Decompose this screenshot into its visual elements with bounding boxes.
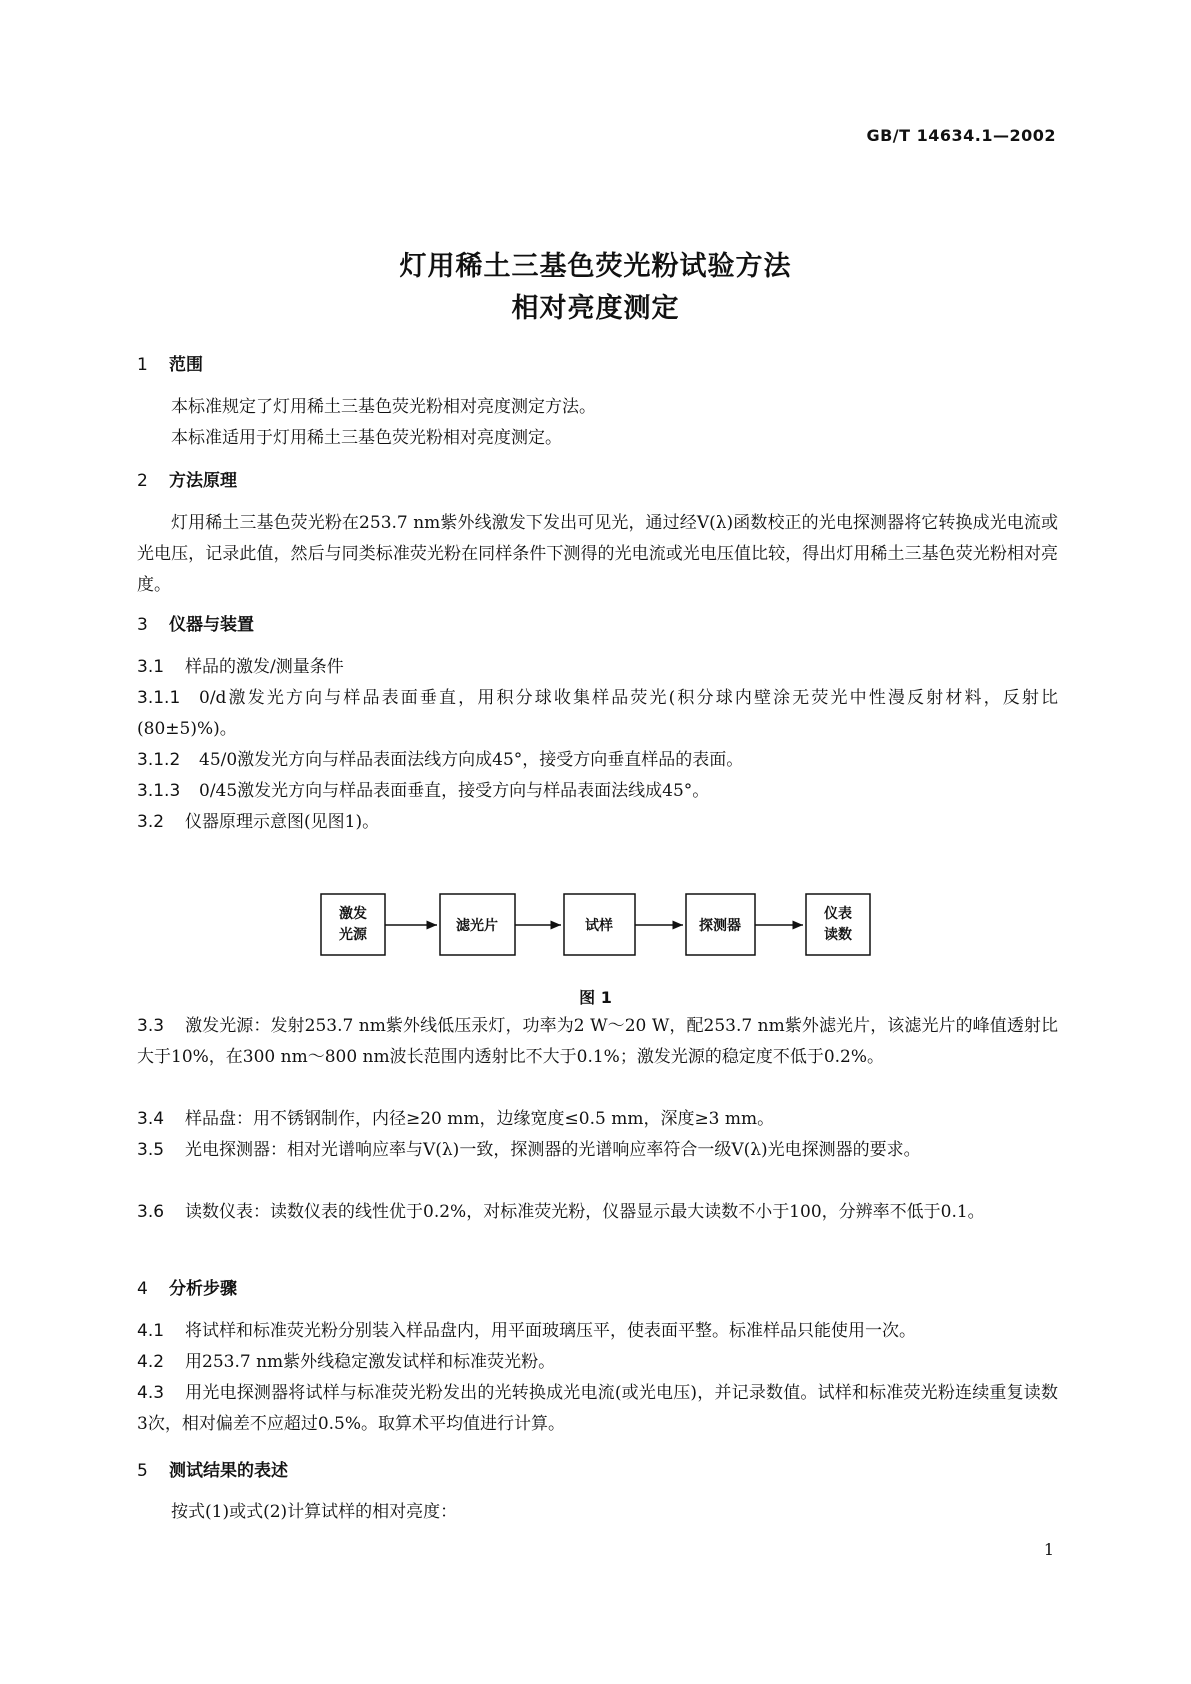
title-line-1: 灯用稀土三基色荧光粉试验方法 bbox=[399, 251, 792, 282]
clause-4-3 bbox=[137, 1378, 1058, 1440]
clause-text: 样品的激发/测量条件 bbox=[185, 657, 344, 677]
section-3-heading bbox=[137, 610, 254, 635]
section-1-paragraph-1: 本标准规定了灯用稀土三基色荧光粉相对亮度测定方法。 bbox=[171, 397, 596, 417]
diagram-label: 仪表 bbox=[824, 906, 852, 922]
section-5-paragraph: 按式(1)或式(2)计算试样的相对亮度： bbox=[171, 1502, 458, 1522]
clause-3-5 bbox=[137, 1135, 1058, 1166]
section-number: 3 bbox=[137, 615, 148, 635]
section-title: 仪器与装置 bbox=[169, 615, 254, 635]
clause-text: 激发光源：发射253.7 nm紫外线低压汞灯，功率为2 W～20 W，配253.7 nm紫外滤光片，该滤光片的峰值透射比大于10%，在300 nm～800 nm波长范围内透射比不大于0.1%；激发光源的稳定度不低于0.2%。 bbox=[137, 1016, 1058, 1067]
diagram-box-excitation-source bbox=[321, 894, 385, 955]
clause-3-1 bbox=[137, 652, 1058, 683]
clause-number: 3.4 bbox=[137, 1109, 165, 1129]
diagram-label: 滤光片 bbox=[456, 918, 498, 934]
clause-number: 3.3 bbox=[137, 1016, 165, 1036]
clause-text: 45/0激发光方向与样品表面法线方向成45°，接受方向垂直样品的表面。 bbox=[199, 750, 744, 770]
clause-text: 读数仪表：读数仪表的线性优于0.2%，对标准荧光粉，仪器显示最大读数不小于100，分辨率不低于0.1。 bbox=[185, 1202, 985, 1222]
clause-number: 3.1.2 bbox=[137, 750, 181, 770]
clause-text: 将试样和标准荧光粉分别装入样品盘内，用平面玻璃压平，使表面平整。标准样品只能使用一次。 bbox=[185, 1321, 916, 1341]
clause-4-1 bbox=[137, 1316, 1058, 1347]
clause-number: 3.2 bbox=[137, 812, 165, 832]
clause-3-1-1 bbox=[137, 683, 1058, 745]
clause-number: 3.1.3 bbox=[137, 781, 181, 801]
clause-number: 3.1.1 bbox=[137, 688, 181, 708]
clause-text: 用光电探测器将试样与标准荧光粉发出的光转换成光电流(或光电压)，并记录数值。试样和标准荧光粉连续重复读数3次，相对偏差不应超过0.5%。取算术平均值进行计算。 bbox=[137, 1383, 1058, 1434]
instrument-block-diagram bbox=[320, 893, 872, 956]
section-title: 分析步骤 bbox=[169, 1279, 237, 1299]
section-title: 方法原理 bbox=[169, 471, 237, 491]
diagram-label: 读数 bbox=[824, 927, 852, 943]
section-1-paragraph-2: 本标准适用于灯用稀土三基色荧光粉相对亮度测定。 bbox=[171, 428, 562, 448]
clause-number: 4.3 bbox=[137, 1383, 165, 1403]
clause-text: 光电探测器：相对光谱响应率与V(λ)一致，探测器的光谱响应率符合一级V(λ)光电探测器的要求。 bbox=[185, 1140, 921, 1160]
clause-3-6 bbox=[137, 1197, 1058, 1228]
clause-3-1-3 bbox=[137, 776, 1058, 807]
section-2-heading bbox=[137, 466, 237, 491]
section-1-heading bbox=[137, 350, 203, 375]
section-title: 范围 bbox=[169, 355, 203, 375]
diagram-label: 探测器 bbox=[699, 918, 741, 934]
diagram-label: 试样 bbox=[585, 918, 613, 934]
section-title: 测试结果的表述 bbox=[169, 1461, 288, 1481]
page-number: 1 bbox=[1043, 1540, 1054, 1559]
diagram-label: 激发 bbox=[339, 906, 367, 922]
section-2-paragraph: 灯用稀土三基色荧光粉在253.7 nm紫外线激发下发出可见光，通过经V(λ)函数校正的光电探测器将它转换成光电流或光电压，记录此值，然后与同类标准荧光粉在同样条件下测得的光电流或光电压值比较，得出灯用稀土三基色荧光粉相对亮度。 bbox=[137, 513, 1058, 595]
clause-text: 样品盘：用不锈钢制作，内径≥20 mm，边缘宽度≤0.5 mm，深度≥3 mm。 bbox=[185, 1109, 775, 1129]
section-number: 1 bbox=[137, 355, 148, 375]
diagram-box-readout bbox=[806, 894, 870, 955]
clause-3-4 bbox=[137, 1104, 1058, 1135]
clause-number: 4.2 bbox=[137, 1352, 165, 1372]
clause-text: 仪器原理示意图(见图1)。 bbox=[185, 812, 380, 832]
clause-text: 用253.7 nm紫外线稳定激发试样和标准荧光粉。 bbox=[185, 1352, 556, 1372]
figure-caption: 图 1 bbox=[579, 988, 612, 1007]
title-line-2: 相对亮度测定 bbox=[511, 293, 680, 324]
section-4-heading bbox=[137, 1274, 237, 1299]
diagram-label: 光源 bbox=[339, 927, 367, 943]
clause-number: 4.1 bbox=[137, 1321, 165, 1341]
document-title bbox=[0, 246, 1191, 330]
section-number: 5 bbox=[137, 1461, 148, 1481]
clause-number: 3.6 bbox=[137, 1202, 165, 1222]
clause-text: 0/45激发光方向与样品表面垂直，接受方向与样品表面法线成45°。 bbox=[199, 781, 710, 801]
section-5-heading bbox=[137, 1456, 288, 1481]
section-number: 2 bbox=[137, 471, 148, 491]
clause-number: 3.1 bbox=[137, 657, 165, 677]
section-number: 4 bbox=[137, 1279, 148, 1299]
clause-3-1-2 bbox=[137, 745, 1058, 776]
clause-4-2 bbox=[137, 1347, 1058, 1378]
clause-number: 3.5 bbox=[137, 1140, 165, 1160]
standard-code: GB/T 14634.1—2002 bbox=[866, 126, 1056, 145]
clause-text: 0/d激发光方向与样品表面垂直，用积分球收集样品荧光(积分球内壁涂无荧光中性漫反射材料，反射比(80±5)%)。 bbox=[137, 688, 1058, 739]
clause-3-2 bbox=[137, 807, 1058, 838]
clause-3-3 bbox=[137, 1011, 1058, 1073]
